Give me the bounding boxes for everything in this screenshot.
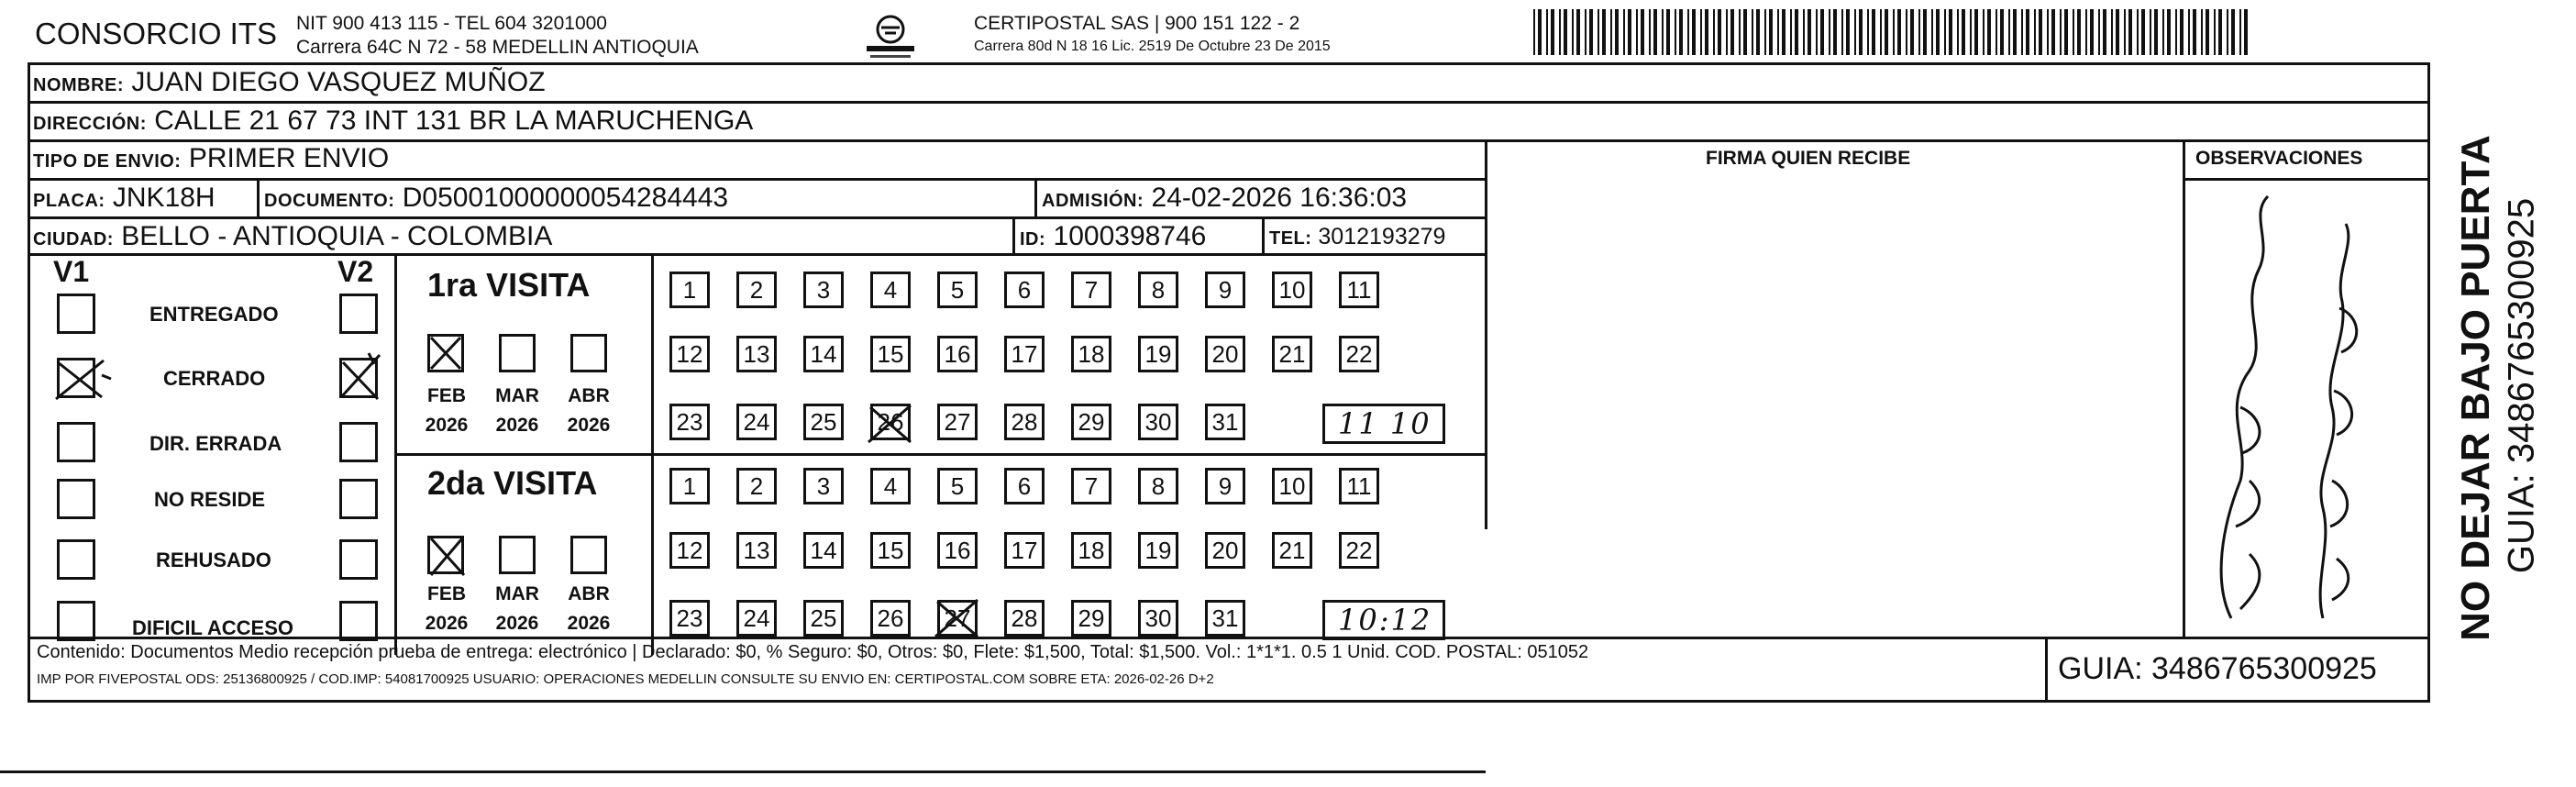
- cross-mark-icon: [50, 355, 115, 406]
- v1-no-reside-checkbox[interactable]: [57, 479, 95, 519]
- barcode-bar: [2239, 9, 2241, 55]
- visit1-day-4[interactable]: 4: [870, 272, 911, 308]
- tear-line: [0, 770, 1486, 773]
- visit2-title: 2da VISITA: [427, 464, 598, 502]
- observaciones-label: OBSERVACIONES: [2195, 148, 2363, 169]
- ciudad-value: BELLO - ANTIOQUIA - COLOMBIA: [121, 221, 553, 251]
- barcode-bar: [1730, 9, 1734, 55]
- v2-dir-errada-checkbox[interactable]: [339, 422, 378, 462]
- barcode-bar: [1641, 9, 1644, 55]
- barcode-bar: [1923, 9, 1927, 55]
- visit1-day-18[interactable]: 18: [1071, 336, 1111, 372]
- barcode-bar: [2103, 9, 2106, 55]
- license-line: Carrera 80d N 18 16 Lic. 2519 De Octubre 23 De 2015: [974, 39, 1331, 54]
- v2-label: V2: [337, 255, 374, 288]
- tel-row: [1269, 223, 1445, 252]
- cross-mark-icon: [339, 351, 381, 403]
- visit2-day-16[interactable]: 16: [937, 532, 978, 569]
- visit2-abr-checkbox[interactable]: [570, 536, 607, 574]
- barcode-bar: [1572, 9, 1574, 55]
- barcode-bar: [1546, 9, 1548, 55]
- barcode-bar: [2150, 9, 2151, 55]
- barcode-bar: [1756, 9, 1760, 55]
- address-line: Carrera 64C N 72 - 58 MEDELLIN ANTIOQUIA: [296, 37, 699, 58]
- ciudad-row: [33, 221, 552, 255]
- visit2-day-11[interactable]: 11: [1339, 468, 1379, 504]
- barcode-bar: [1602, 9, 1606, 55]
- handwriting-signature: [2185, 178, 2426, 637]
- barcode-bar: [1752, 9, 1753, 55]
- visit1-day-11[interactable]: 11: [1339, 272, 1379, 308]
- barcode-bar: [2167, 9, 2171, 55]
- status-dir-errada: DIR. ERRADA: [149, 432, 282, 455]
- barcode-bar: [1743, 9, 1747, 55]
- barcode-bar: [1628, 9, 1631, 55]
- carrier-line: CERTIPOSTAL SAS | 900 151 122 - 2: [974, 13, 1300, 34]
- barcode-bar: [1970, 9, 1972, 55]
- visit2-day-30[interactable]: 30: [1138, 600, 1178, 637]
- barcode-bar: [2064, 9, 2068, 55]
- visit1-time-box[interactable]: [1322, 404, 1445, 444]
- visit1-mar-checkbox[interactable]: [499, 334, 536, 372]
- barcode-bar: [2124, 9, 2126, 55]
- tel-label: TEL:: [1269, 228, 1312, 249]
- visit2-day-22[interactable]: 22: [1339, 532, 1379, 569]
- id-label: ID:: [1020, 229, 1046, 249]
- barcode-bar: [2218, 9, 2222, 55]
- nombre-value: JUAN DIEGO VASQUEZ MUÑOZ: [131, 67, 546, 97]
- visit1-day-27[interactable]: 27: [937, 404, 978, 440]
- visit2-month-abr: ABR: [568, 583, 610, 604]
- visit1-day-17[interactable]: 17: [1004, 336, 1045, 372]
- barcode-bar: [1623, 9, 1625, 55]
- barcode-bar: [2244, 9, 2248, 55]
- visit2-day-19[interactable]: 19: [1138, 532, 1178, 569]
- admision-value: 24-02-2026 16:36:03: [1151, 183, 1408, 213]
- no-dejar-label: NO DEJAR BAJO PUERTA: [2453, 135, 2498, 641]
- barcode-bar: [2034, 9, 2036, 55]
- barcode-bar: [2047, 9, 2049, 55]
- guia-box: GUIA: 3486765300925: [2058, 651, 2377, 686]
- visit2-month-mar: MAR: [495, 583, 539, 604]
- v2-rehusado-checkbox[interactable]: [339, 539, 378, 580]
- visit2-day-12[interactable]: 12: [669, 532, 710, 569]
- side-guia-label: GUIA: 3486765300925: [2501, 197, 2542, 574]
- visit1-year-mar: 2026: [495, 415, 539, 436]
- cross-mark-icon: [932, 594, 983, 642]
- barcode-bar: [1936, 9, 1940, 55]
- visit2-year-mar: 2026: [495, 613, 539, 634]
- visit2-year-feb: 2026: [425, 613, 469, 634]
- barcode-bar: [2214, 9, 2216, 55]
- visit2-day-13[interactable]: 13: [736, 532, 777, 569]
- v1-cerrado-checkbox[interactable]: [57, 358, 95, 398]
- barcode-bar: [1790, 9, 1792, 55]
- nombre-label: NOMBRE:: [33, 75, 125, 95]
- barcode-bar: [1841, 9, 1843, 55]
- barcode-bar: [1918, 9, 1920, 55]
- nombre-row: [33, 67, 546, 101]
- direccion-label: DIRECCIÓN:: [33, 114, 147, 134]
- visit2-day-31[interactable]: 31: [1205, 600, 1245, 637]
- v1-dificil-acceso-checkbox[interactable]: [57, 601, 95, 641]
- visit1-day-3[interactable]: 3: [803, 272, 844, 308]
- visit1-abr-checkbox[interactable]: [570, 334, 607, 372]
- barcode-bar: [1996, 9, 1997, 55]
- v1-label: V1: [53, 255, 90, 288]
- visit2-day-4[interactable]: 4: [870, 468, 911, 504]
- barcode: [1533, 9, 2249, 55]
- visit2-day-24[interactable]: 24: [736, 600, 777, 637]
- visit2-day-10[interactable]: 10: [1272, 468, 1312, 504]
- barcode-bar: [1598, 9, 1599, 55]
- visit2-day-15[interactable]: 15: [870, 532, 911, 569]
- visit2-month-feb: FEB: [427, 583, 466, 604]
- direccion-row: [33, 105, 753, 139]
- visit1-day-16[interactable]: 16: [937, 336, 978, 372]
- v2-dificil-acceso-checkbox[interactable]: [339, 601, 378, 641]
- barcode-bar: [2227, 9, 2228, 55]
- barcode-bar: [1944, 9, 1946, 55]
- barcode-bar: [2039, 9, 2042, 55]
- status-cerrado: CERRADO: [163, 367, 266, 390]
- tel-value: 3012193279: [1318, 224, 1446, 249]
- visit2-time: 10:12: [1338, 603, 1432, 637]
- placa-label: PLACA:: [33, 191, 105, 211]
- visit2-day-26[interactable]: 26: [870, 600, 911, 637]
- barcode-bar: [1610, 9, 1612, 55]
- visit2-feb-checkbox[interactable]: [427, 536, 464, 574]
- visit1-day-6[interactable]: 6: [1004, 272, 1045, 308]
- observaciones-area[interactable]: [2185, 178, 2426, 637]
- visit1-year-feb: 2026: [425, 415, 469, 436]
- id-row: [1020, 221, 1206, 255]
- visit1-day-25[interactable]: 25: [803, 404, 844, 440]
- barcode-bar: [1808, 9, 1811, 55]
- barcode-bar: [1880, 9, 1882, 55]
- barcode-bar: [1718, 9, 1721, 55]
- barcode-bar: [2162, 9, 2164, 55]
- documento-label: DOCUMENTO:: [264, 191, 395, 211]
- visit1-day-15[interactable]: 15: [870, 336, 911, 372]
- visit2-day-8[interactable]: 8: [1138, 468, 1178, 504]
- barcode-bar: [1533, 9, 1535, 55]
- placa-row: [33, 183, 216, 216]
- barcode-bar: [1687, 9, 1689, 55]
- barcode-bar: [1589, 9, 1593, 55]
- visit1-time: 11 10: [1338, 406, 1432, 441]
- visit2-day-20[interactable]: 20: [1205, 532, 1245, 569]
- status-rehusado: REHUSADO: [156, 549, 271, 571]
- barcode-bar: [1576, 9, 1580, 55]
- barcode-bar: [2180, 9, 2184, 55]
- visit2-time-box[interactable]: [1322, 600, 1445, 640]
- barcode-bar: [1739, 9, 1741, 55]
- barcode-bar: [2000, 9, 2004, 55]
- barcode-bar: [1666, 9, 1670, 55]
- cross-mark-icon: [865, 400, 916, 448]
- barcode-bar: [1983, 9, 1985, 55]
- barcode-bar: [1726, 9, 1728, 55]
- visit1-day-29[interactable]: 29: [1071, 404, 1111, 440]
- visit1-feb-checkbox[interactable]: [427, 334, 464, 372]
- visit2-day-27[interactable]: 27: [937, 600, 978, 637]
- visit1-day-10[interactable]: 10: [1272, 272, 1312, 308]
- visit1-day-24[interactable]: 24: [736, 404, 777, 440]
- firma-label: FIRMA QUIEN RECIBE: [1706, 148, 1911, 169]
- status-entregado: ENTREGADO: [149, 303, 279, 326]
- v2-cerrado-checkbox[interactable]: [339, 358, 378, 398]
- barcode-bar: [1820, 9, 1824, 55]
- barcode-bar: [1949, 9, 1952, 55]
- visit1-day-8[interactable]: 8: [1138, 272, 1178, 308]
- barcode-bar: [1957, 9, 1959, 55]
- barcode-bar: [1713, 9, 1715, 55]
- barcode-bar: [2085, 9, 2087, 55]
- barcode-bar: [1769, 9, 1773, 55]
- visit1-month-abr: ABR: [568, 385, 610, 406]
- barcode-bar: [1859, 9, 1863, 55]
- visit1-day-21[interactable]: 21: [1272, 336, 1312, 372]
- barcode-bar: [2008, 9, 2010, 55]
- barcode-bar: [1692, 9, 1696, 55]
- barcode-bar: [2026, 9, 2029, 55]
- barcode-bar: [1846, 9, 1850, 55]
- imp-line: IMP POR FIVEPOSTAL ODS: 25136800925 / COD.IMP: 54081700925 USUARIO: OPERACIONES MEDELLIN CONSULTE SU ENVIO EN: CERTIPOSTAL.COM SOBRE ETA: 2026-02-26 D+2: [37, 671, 1214, 687]
- barcode-bar: [2188, 9, 2190, 55]
- barcode-bar: [1867, 9, 1869, 55]
- barcode-bar: [1777, 9, 1779, 55]
- documento-row: [264, 183, 728, 216]
- barcode-bar: [2154, 9, 2158, 55]
- barcode-bar: [1906, 9, 1907, 55]
- barcode-bar: [1679, 9, 1683, 55]
- signature-area[interactable]: [1487, 178, 2183, 637]
- visit2-mar-checkbox[interactable]: [499, 536, 536, 574]
- company-name: CONSORCIO ITS: [35, 17, 278, 50]
- barcode-bar: [1854, 9, 1856, 55]
- visit1-day-23[interactable]: 23: [669, 404, 710, 440]
- visit2-day-28[interactable]: 28: [1004, 600, 1045, 637]
- v1-dir-errada-checkbox[interactable]: [57, 422, 95, 462]
- barcode-bar: [1636, 9, 1638, 55]
- admision-row: [1042, 183, 1407, 216]
- direccion-value: CALLE 21 67 73 INT 131 BR LA MARUCHENGA: [154, 105, 754, 136]
- status-dificil-acceso: DIFICIL ACCESO: [132, 616, 294, 639]
- status-no-reside: NO RESIDE: [154, 488, 266, 511]
- barcode-bar: [1764, 9, 1766, 55]
- barcode-bar: [1559, 9, 1561, 55]
- barcode-bar: [2116, 9, 2119, 55]
- barcode-bar: [1795, 9, 1798, 55]
- cross-mark-icon: [427, 334, 464, 372]
- admision-label: ADMISIÓN:: [1042, 191, 1144, 211]
- visit2-day-1[interactable]: 1: [669, 468, 710, 504]
- placa-value: JNK18H: [112, 183, 216, 213]
- nit-line: NIT 900 413 115 - TEL 604 3201000: [296, 13, 607, 34]
- barcode-bar: [1897, 9, 1901, 55]
- visit2-day-17[interactable]: 17: [1004, 532, 1045, 569]
- visit1-day-28[interactable]: 28: [1004, 404, 1045, 440]
- barcode-bar: [1962, 9, 1965, 55]
- barcode-bar: [1615, 9, 1619, 55]
- visit2-day-25[interactable]: 25: [803, 600, 844, 637]
- barcode-bar: [2013, 9, 2017, 55]
- visit2-day-29[interactable]: 29: [1071, 600, 1111, 637]
- documento-value: D05001000000054284443: [402, 183, 729, 213]
- barcode-bar: [1893, 9, 1895, 55]
- certipostal-logo: [857, 11, 923, 62]
- barcode-bar: [1803, 9, 1805, 55]
- visit2-day-5[interactable]: 5: [937, 468, 978, 504]
- visit2-day-9[interactable]: 9: [1205, 468, 1245, 504]
- barcode-bar: [1974, 9, 1978, 55]
- visit1-month-mar: MAR: [495, 385, 539, 406]
- barcode-bar: [1829, 9, 1830, 55]
- visit2-day-14[interactable]: 14: [803, 532, 844, 569]
- barcode-bar: [1705, 9, 1708, 55]
- visit1-day-12[interactable]: 12: [669, 336, 710, 372]
- visit1-day-9[interactable]: 9: [1205, 272, 1245, 308]
- tipo-label: TIPO DE ENVIO:: [33, 151, 182, 172]
- barcode-bar: [2206, 9, 2209, 55]
- visit2-day-23[interactable]: 23: [669, 600, 710, 637]
- v2-entregado-checkbox[interactable]: [339, 294, 378, 334]
- barcode-bar: [1885, 9, 1888, 55]
- visit1-day-2[interactable]: 2: [736, 272, 777, 308]
- visit1-title: 1ra VISITA: [427, 266, 591, 304]
- visit1-year-abr: 2026: [567, 415, 611, 436]
- tipo-value: PRIMER ENVIO: [188, 143, 390, 173]
- barcode-bar: [2193, 9, 2196, 55]
- visit2-day-21[interactable]: 21: [1272, 532, 1312, 569]
- visit2-day-7[interactable]: 7: [1071, 468, 1111, 504]
- visit2-year-abr: 2026: [567, 613, 611, 634]
- barcode-bar: [2137, 9, 2139, 55]
- visit2-day-18[interactable]: 18: [1071, 532, 1111, 569]
- visit2-day-2[interactable]: 2: [736, 468, 777, 504]
- ciudad-label: CIUDAD:: [33, 229, 114, 249]
- barcode-bar: [2111, 9, 2113, 55]
- tipo-row: [33, 143, 389, 177]
- barcode-bar: [2051, 9, 2055, 55]
- barcode-bar: [1564, 9, 1567, 55]
- barcode-bar: [2060, 9, 2062, 55]
- visit2-day-6[interactable]: 6: [1004, 468, 1045, 504]
- barcode-bar: [2175, 9, 2177, 55]
- barcode-bar: [1910, 9, 1914, 55]
- cross-mark-icon: [427, 533, 468, 579]
- barcode-bar: [1931, 9, 1933, 55]
- visit1-day-20[interactable]: 20: [1205, 336, 1245, 372]
- barcode-bar: [1662, 9, 1664, 55]
- v1-entregado-checkbox[interactable]: [57, 294, 95, 334]
- barcode-bar: [2073, 9, 2074, 55]
- visit1-day-5[interactable]: 5: [937, 272, 978, 308]
- visit1-day-19[interactable]: 19: [1138, 336, 1178, 372]
- visit1-day-31[interactable]: 31: [1205, 404, 1245, 440]
- barcode-bar: [1538, 9, 1542, 55]
- barcode-bar: [1700, 9, 1702, 55]
- barcode-bar: [1782, 9, 1786, 55]
- barcode-bar: [1653, 9, 1657, 55]
- visit1-day-22[interactable]: 22: [1339, 336, 1379, 372]
- v1-rehusado-checkbox[interactable]: [57, 539, 95, 580]
- v2-no-reside-checkbox[interactable]: [339, 479, 378, 519]
- barcode-bar: [2128, 9, 2132, 55]
- visit1-day-30[interactable]: 30: [1138, 404, 1178, 440]
- barcode-bar: [2141, 9, 2145, 55]
- visit1-day-1[interactable]: 1: [669, 272, 710, 308]
- barcode-bar: [2201, 9, 2203, 55]
- barcode-bar: [2021, 9, 2023, 55]
- visit1-day-26[interactable]: 26: [870, 404, 911, 440]
- barcode-bar: [1872, 9, 1875, 55]
- barcode-bar: [1585, 9, 1587, 55]
- barcode-bar: [1649, 9, 1651, 55]
- visit2-day-3[interactable]: 3: [803, 468, 844, 504]
- barcode-bar: [1987, 9, 1991, 55]
- contenido-line: Contenido: Documentos Medio recepción prueba de entrega: electrónico | Declarado: $0, % Seguro: $0, Otros: $0, Flete: $1,500, Total: $1,500. Vol.: 1*1*1. 0.5 1 Unid. COD. POSTAL: 051052: [37, 642, 1589, 662]
- barcode-bar: [1833, 9, 1837, 55]
- barcode-bar: [1675, 9, 1676, 55]
- visit1-day-13[interactable]: 13: [736, 336, 777, 372]
- visit1-month-feb: FEB: [427, 385, 466, 406]
- id-value: 1000398746: [1053, 221, 1207, 251]
- barcode-bar: [2098, 9, 2100, 55]
- barcode-bar: [1816, 9, 1818, 55]
- visit1-day-7[interactable]: 7: [1071, 272, 1111, 308]
- barcode-bar: [2090, 9, 2094, 55]
- barcode-bar: [1551, 9, 1554, 55]
- visit1-day-14[interactable]: 14: [803, 336, 844, 372]
- barcode-bar: [2077, 9, 2081, 55]
- barcode-bar: [2231, 9, 2235, 55]
